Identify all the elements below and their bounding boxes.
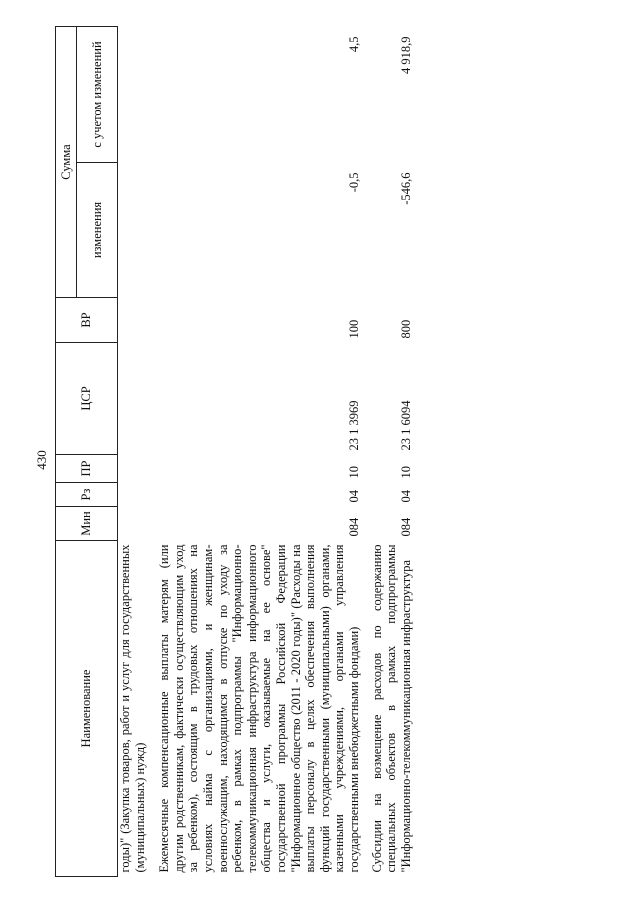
- table-row: [157, 27, 369, 877]
- row-name: Ежемесячные компенсационные выплаты матерям (или другим родственникам, фактически осуществляющим уход за ребенком), состоящим в трудовых отношениях на условиях найма с организациями, и женщинам-военнослужащим, находящимся в отпуске по уходу за ребенком, в рамках подпрограммы "Информационно-телекоммуникационная инфраструктура информационного общества и услуги, оказываемые на ее основе" государственной программы Российской Федерации "Информационное общество (2011 - 2020 годы)" (Расходы на выплаты персоналу в целях обеспечения выполнения функций государственными (муниципальными) органами, казенными учреждениями, органами управления государственными внебюджетными фондами): [157, 544, 361, 873]
- row-name: Субсидии на возмещение расходов по содержанию специальных объектов в рамках подпрограммы "Информационно-телекоммуникационная инфраструктура: [369, 544, 413, 873]
- table-row: [118, 27, 158, 877]
- row-min: 084: [398, 517, 413, 537]
- row-changes: -546,6: [398, 172, 413, 205]
- row-vr: [118, 298, 158, 343]
- header-changes: изменения: [77, 163, 118, 298]
- budget-table: [55, 26, 421, 877]
- header-vr: ВР: [56, 298, 118, 343]
- header-sum: Сумма: [56, 27, 77, 298]
- row-with-changes: 4,5: [346, 36, 361, 53]
- row-rz: [118, 483, 158, 507]
- row-rz: 04: [398, 490, 413, 503]
- row-csr: 23 1 3969: [346, 400, 361, 451]
- header-name: Наименование: [56, 541, 118, 877]
- row-rz: 04: [346, 490, 361, 503]
- row-changes: -0,5: [346, 172, 361, 193]
- header-with-changes: с учетом изменений: [77, 27, 118, 163]
- table-row: [370, 27, 422, 877]
- row-changes: [118, 163, 158, 298]
- row-name: годы)" (Закупка товаров, работ и услуг для государственных (муниципальных) нужд): [118, 544, 147, 873]
- row-csr: 23 1 6094: [398, 400, 413, 451]
- row-pr: [118, 455, 158, 483]
- header-rz: Рз: [56, 483, 118, 507]
- row-vr: 800: [398, 319, 413, 339]
- row-vr: 100: [346, 319, 361, 339]
- row-with-changes: 4 918,9: [398, 36, 413, 74]
- row-csr: [118, 343, 158, 455]
- header-csr: ЦСР: [56, 343, 118, 455]
- table-header: [56, 27, 118, 877]
- row-min: [118, 507, 158, 541]
- row-pr: 10: [346, 466, 361, 479]
- header-pr: ПР: [56, 455, 118, 483]
- budget-table-sheet: [55, 27, 615, 877]
- row-min: 084: [346, 517, 361, 537]
- row-with-changes: [118, 27, 158, 163]
- row-pr: 10: [398, 466, 413, 479]
- page-number: 430: [33, 450, 49, 470]
- header-min: Мин: [56, 507, 118, 541]
